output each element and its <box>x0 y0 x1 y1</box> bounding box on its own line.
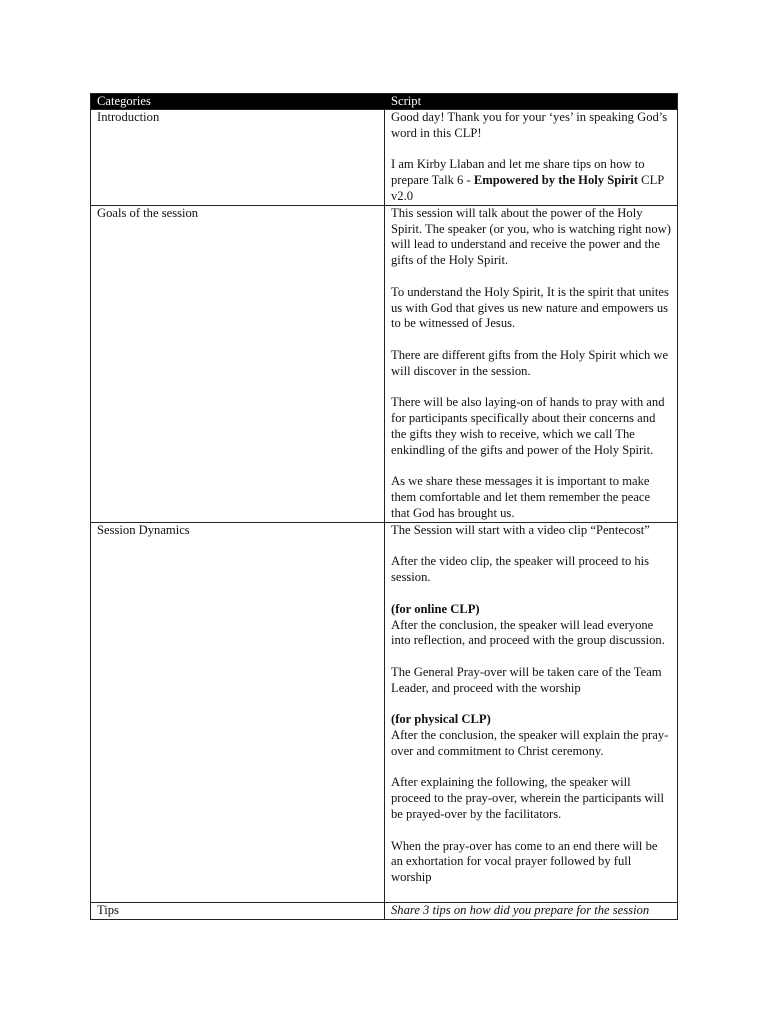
table-row-tips <box>91 902 677 919</box>
category-introduction: Introduction <box>91 110 385 205</box>
goals-paragraph-4: There will be also laying-on of hands to pray with and for participants specifically about their concerns and the gifts they wish to receive, which we call The enkindling of the gifts and power of the Holy Spirit. <box>391 395 665 457</box>
script-tips: Share 3 tips on how did you prepare for the session <box>391 902 650 917</box>
dynamics-paragraph-5: After the conclusion, the speaker will explain the pray-over and commitment to Christ ceremony. <box>391 728 669 758</box>
category-goals: Goals of the session <box>91 206 385 522</box>
intro-greeting: Good day! Thank you for your ‘yes’ in speaking God’s word in this CLP! <box>391 110 668 140</box>
script-table <box>90 93 678 920</box>
category-dynamics: Session Dynamics <box>91 523 385 902</box>
category-tips: Tips <box>91 903 385 919</box>
dynamics-paragraph-1: The Session will start with a video clip “Pentecost” <box>391 522 650 537</box>
goals-paragraph-3: There are different gifts from the Holy Spirit which we will discover in the session. <box>391 347 669 378</box>
script-goals <box>385 206 677 522</box>
header-script: Script <box>391 94 422 108</box>
script-introduction <box>385 110 677 205</box>
physical-clp-heading: (for physical CLP) <box>391 712 491 727</box>
table-header-row <box>91 94 677 109</box>
online-clp-heading: (for online CLP) <box>391 601 480 616</box>
script-dynamics <box>385 523 677 902</box>
header-categories: Categories <box>91 94 385 109</box>
goals-paragraph-1: This session will talk about the power of the Holy Spirit. The speaker (or you, who is watching right now) will lead to understand and receive the power and the gifts of the Holy Spirit. <box>391 205 671 268</box>
dynamics-paragraph-2: After the video clip, the speaker will proceed to his session. <box>391 554 650 585</box>
goals-paragraph-5: As we share these messages it is important to make them comfortable and let them remember the peace that God has brought us. <box>391 474 651 520</box>
dynamics-paragraph-6: After explaining the following, the speaker will proceed to the pray-over, wherein the participants will be prayed-over by the facilitators. <box>391 775 664 822</box>
dynamics-paragraph-3: After the conclusion, the speaker will lead everyone into reflection, and proceed with the group discussion. <box>391 617 665 648</box>
talk-title: Empowered by the Holy Spirit <box>473 173 639 188</box>
intro-speaker: I am Kirby Llaban and let me share tips on how to prepare Talk 6 - Empowered by the Holy Spirit CLP v2.0 <box>391 157 664 203</box>
goals-paragraph-2: To understand the Holy Spirit, It is the spirit that unites us with God that gives us new nature and empowers us to be witnessed of Jesus. <box>391 284 669 331</box>
table-row-introduction <box>91 109 677 205</box>
table-row-goals <box>91 205 677 522</box>
table-row-dynamics <box>91 522 677 902</box>
dynamics-paragraph-4: The General Pray-over will be taken care of the Team Leader, and proceed with the worship <box>391 664 662 695</box>
dynamics-paragraph-7: When the pray-over has come to an end there will be an exhortation for vocal prayer followed by full worship <box>391 838 658 885</box>
